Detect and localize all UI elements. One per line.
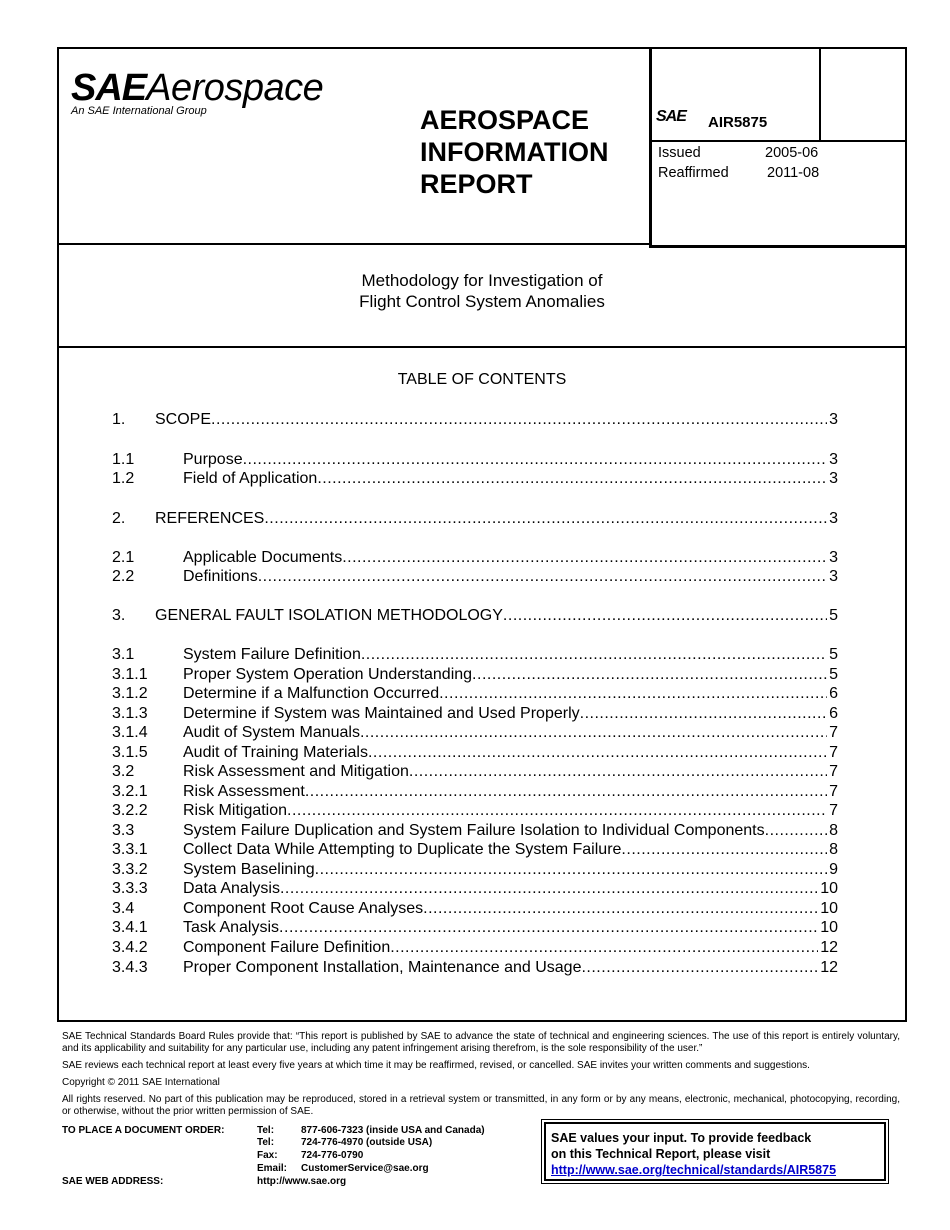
toc-entry[interactable]: [112, 821, 838, 841]
toc-dot-leader: [317, 469, 827, 489]
toc-entry-page: 3: [829, 549, 838, 566]
toc-entry[interactable]: [112, 918, 838, 938]
toc-entry-title: System Failure Duplication and System Failure Isolation to Individual Components: [183, 822, 765, 839]
toc-dot-leader: [264, 509, 827, 529]
sae-small-logo: SAE: [656, 108, 686, 125]
toc-heading: TABLE OF CONTENTS: [397, 371, 567, 388]
toc-entry-title: GENERAL FAULT ISOLATION METHODOLOGY: [155, 607, 503, 624]
toc-entry-title: Definitions: [183, 568, 258, 585]
toc-entry-title: Collect Data While Attempting to Duplicate the System Failure: [183, 841, 622, 858]
toc-entry-page: 3: [829, 510, 838, 527]
toc-entry-number: 3.4.1: [112, 919, 148, 936]
feedback-inner: [544, 1122, 886, 1181]
toc-dot-leader: [279, 918, 818, 938]
sae-aerospace-logo: [71, 68, 323, 117]
toc-entry-number: 3.1: [112, 646, 135, 663]
toc-entry-number: 2.2: [112, 568, 135, 585]
toc-entry-title: Applicable Documents: [183, 549, 343, 566]
docbox-inner-border: [819, 47, 821, 141]
toc-entry[interactable]: [112, 450, 838, 470]
toc-entry-title: Risk Assessment: [183, 783, 305, 800]
toc-dot-leader: [423, 899, 818, 919]
toc-entry-page: 12: [820, 939, 838, 956]
toc-entry[interactable]: [112, 899, 838, 919]
toc-dot-leader: [243, 450, 828, 470]
toc-dot-leader: [439, 684, 827, 704]
toc-entry-page: 3: [829, 568, 838, 585]
document-number: AIR5875: [708, 114, 768, 131]
toc-entry-number: 2.1: [112, 549, 135, 566]
toc-entry-number: 1.2: [112, 470, 135, 487]
toc-entry-page: 7: [829, 763, 838, 780]
contact-key: Email:: [257, 1163, 288, 1174]
toc-entry-number: 3.4: [112, 900, 135, 917]
report-type: [420, 104, 608, 200]
toc-dot-leader: [409, 762, 827, 782]
docbox-bottom-divider: [649, 245, 907, 248]
logo-primary: SAE: [71, 67, 147, 109]
toc-entry-title: Task Analysis: [183, 919, 280, 936]
toc-entry-page: 5: [829, 607, 838, 624]
toc-entry-number: 3.2.1: [112, 783, 148, 800]
title-line: Methodology for Investigation of: [361, 271, 603, 290]
feedback-text: on this Technical Report, please visit: [551, 1147, 771, 1161]
toc-dot-leader: [580, 704, 827, 724]
title-line: Flight Control System Anomalies: [359, 292, 605, 311]
toc-dot-leader: [315, 860, 827, 880]
feedback-link[interactable]: http://www.sae.org/technical/standards/AIR5875: [551, 1163, 837, 1177]
toc-entry[interactable]: [112, 548, 838, 568]
toc-entry[interactable]: [112, 743, 838, 763]
toc-entry-title: Component Root Cause Analyses: [183, 900, 424, 917]
toc-entry-page: 12: [820, 959, 838, 976]
contact-email[interactable]: CustomerService@sae.org: [301, 1163, 429, 1174]
contact-phone: 724-776-4970 (outside USA): [301, 1137, 433, 1148]
header-divider: [57, 243, 651, 245]
toc-dot-leader: [390, 938, 818, 958]
copyright: Copyright © 2011 SAE International: [62, 1077, 220, 1088]
feedback-text: SAE values your input. To provide feedback: [551, 1131, 812, 1145]
toc-dot-leader: [472, 665, 827, 685]
toc-entry[interactable]: [112, 684, 838, 704]
toc-dot-leader: [342, 548, 827, 568]
toc-entry-page: 7: [829, 802, 838, 819]
toc-entry-number: 3.3.2: [112, 861, 148, 878]
toc-dot-leader: [503, 606, 827, 626]
toc-entry[interactable]: [112, 958, 838, 978]
toc-entry-title: Purpose: [183, 451, 243, 468]
contact-phone: 877-606-7323 (inside USA and Canada): [301, 1125, 485, 1136]
toc-entry-number: 3.1.1: [112, 666, 148, 683]
toc-dot-leader: [361, 645, 827, 665]
toc-entry-number: 3.3.3: [112, 880, 148, 897]
toc-entry[interactable]: [112, 567, 838, 587]
review-notice: SAE reviews each technical report at least every five years at which time it may be reaffirmed, revised, or cancelled. SAE invites your written comments and suggestions.: [62, 1060, 810, 1071]
report-type-line: REPORT: [420, 169, 533, 199]
toc-entry-number: 3.4.3: [112, 959, 148, 976]
toc-entry-page: 6: [829, 705, 838, 722]
contact-key: Tel:: [257, 1125, 275, 1136]
reaffirmed-label: Reaffirmed: [658, 165, 729, 181]
toc-entry-title: Risk Mitigation: [183, 802, 288, 819]
toc-dot-leader: [258, 567, 827, 587]
toc-entry[interactable]: [112, 645, 838, 665]
toc-entry-number: 3.: [112, 607, 126, 624]
toc-entry-page: 8: [829, 841, 838, 858]
toc-entry[interactable]: [112, 704, 838, 724]
toc-entry[interactable]: [112, 762, 838, 782]
docbox-left-border: [649, 47, 652, 248]
toc-entry-title: Audit of System Manuals: [183, 724, 360, 741]
toc-entry-number: 1.: [112, 411, 126, 428]
toc-entry[interactable]: [112, 879, 838, 899]
report-type-line: INFORMATION: [420, 137, 609, 167]
feedback-box: [541, 1119, 889, 1184]
toc-dot-leader: [280, 879, 818, 899]
toc-entry-title: Component Failure Definition: [183, 939, 391, 956]
toc-entry-number: 3.1.5: [112, 744, 148, 761]
toc-entry-number: 3.1.3: [112, 705, 148, 722]
docbox-mid-divider: [649, 140, 907, 142]
reaffirmed-date: 2011-08: [767, 165, 820, 181]
toc-entry-page: 3: [829, 411, 838, 428]
toc-entry[interactable]: [112, 938, 838, 958]
legal-notice: SAE Technical Standards Board Rules provide that: “This report is published by SAE to advance the state of technical and engineering sciences. The use of this report is entirely voluntary, and its applicability and suitability for any particular use, including any patent infringement arising therefrom, is the sole responsibility of the user.”: [62, 1031, 900, 1054]
toc-entry-title: SCOPE: [155, 411, 212, 428]
toc-dot-leader: [305, 782, 827, 802]
web-address[interactable]: http://www.sae.org: [257, 1176, 347, 1187]
order-label: TO PLACE A DOCUMENT ORDER:: [62, 1125, 225, 1136]
toc-entry-number: 3.3.1: [112, 841, 148, 858]
toc-dot-leader: [360, 723, 827, 743]
logo-tagline: An SAE International Group: [71, 105, 207, 117]
toc-dot-leader: [211, 410, 827, 430]
toc-entry-number: 3.2: [112, 763, 135, 780]
toc-entry-page: 3: [829, 451, 838, 468]
toc-dot-leader: [765, 821, 827, 841]
toc-entry-page: 9: [829, 861, 838, 878]
logo-secondary: Aerospace: [146, 67, 324, 109]
toc-entry-number: 3.4.2: [112, 939, 148, 956]
issued-label: Issued: [658, 145, 701, 161]
toc-dot-leader: [621, 840, 827, 860]
rights-notice: All rights reserved. No part of this publication may be reproduced, stored in a retrieval system or transmitted, in any form or by any means, electronic, mechanical, photocopying, recording, or otherwise, without the prior written permission of SAE.: [62, 1094, 900, 1117]
toc-entry-title: Proper Component Installation, Maintenance and Usage: [183, 959, 582, 976]
toc-entry-page: 5: [829, 646, 838, 663]
toc-entry-page: 7: [829, 724, 838, 741]
toc-entry-page: 10: [820, 919, 838, 936]
toc-entry[interactable]: [112, 801, 838, 821]
toc-entry-page: 10: [820, 900, 838, 917]
toc-entry-number: 3.1.2: [112, 685, 148, 702]
issued-date: 2005-06: [765, 145, 819, 161]
toc-entry-title: Audit of Training Materials: [183, 744, 368, 761]
toc-entry[interactable]: [112, 469, 838, 489]
toc-entry[interactable]: [112, 723, 838, 743]
toc-entry-number: 3.3: [112, 822, 135, 839]
contact-key: Fax:: [257, 1150, 278, 1161]
toc-entry[interactable]: [112, 860, 838, 880]
toc-entry[interactable]: [112, 410, 838, 430]
toc-entry-title: Proper System Operation Understanding: [183, 666, 473, 683]
contact-fax: 724-776-0790: [301, 1150, 364, 1161]
toc-entry-title: System Baselining: [183, 861, 315, 878]
contact-key: Tel:: [257, 1137, 275, 1148]
toc-entry-page: 3: [829, 470, 838, 487]
toc-entry[interactable]: [112, 782, 838, 802]
toc-entry-title: Risk Assessment and Mitigation: [183, 763, 409, 780]
title-divider: [57, 346, 907, 348]
toc-entry-page: 7: [829, 744, 838, 761]
toc-entry-title: Data Analysis: [183, 880, 280, 897]
toc-entry[interactable]: [112, 665, 838, 685]
document-title: [57, 270, 907, 312]
toc-entry-page: 6: [829, 685, 838, 702]
toc-entry-title: REFERENCES: [155, 510, 265, 527]
toc-entry[interactable]: [112, 840, 838, 860]
toc-dot-leader: [287, 801, 827, 821]
toc-entry-page: 8: [829, 822, 838, 839]
toc-entry-number: 3.1.4: [112, 724, 148, 741]
toc-entry-title: Determine if System was Maintained and Used Properly: [183, 705, 580, 722]
toc-entry-title: Determine if a Malfunction Occurred: [183, 685, 440, 702]
toc-entry-page: 10: [820, 880, 838, 897]
toc-entry-number: 1.1: [112, 451, 135, 468]
toc-entry-title: System Failure Definition: [183, 646, 361, 663]
toc-dot-leader: [581, 958, 818, 978]
toc-entry-page: 7: [829, 783, 838, 800]
toc-entry[interactable]: [112, 509, 838, 529]
toc-entry-title: Field of Application: [183, 470, 318, 487]
toc-entry-number: 2.: [112, 510, 126, 527]
report-type-line: AEROSPACE: [420, 105, 590, 135]
toc-entry-number: 3.2.2: [112, 802, 148, 819]
toc-entry[interactable]: [112, 606, 838, 626]
toc-entry-page: 5: [829, 666, 838, 683]
toc-dot-leader: [368, 743, 827, 763]
web-label: SAE WEB ADDRESS:: [62, 1176, 164, 1187]
